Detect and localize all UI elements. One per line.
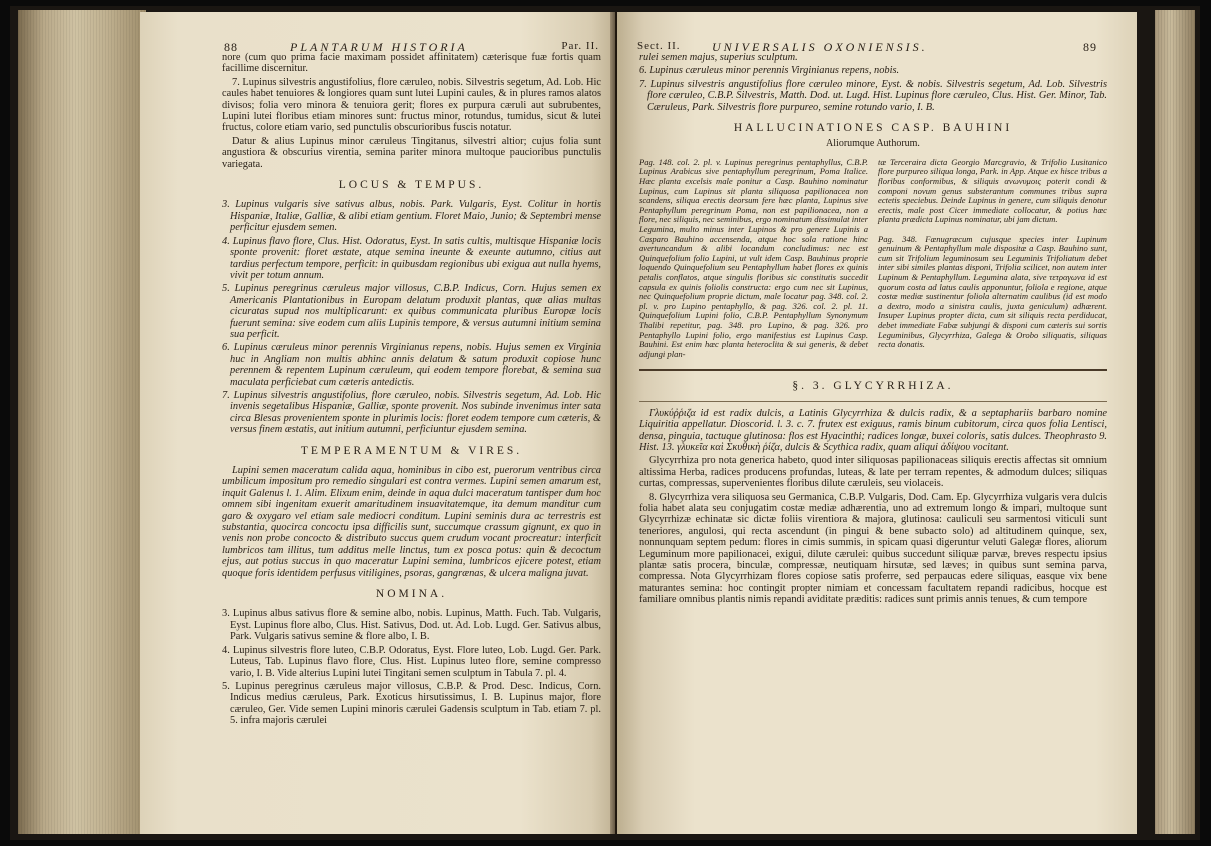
page-number: 89 bbox=[1083, 40, 1097, 54]
list-item: 3. Lupinus albus sativus flore & semine albo, nobis. Lupinus, Matth. Fuch. Tab. Vulgaris, Eyst. Lupinus flore albo, Clus. Hist. Sativus, Dod. ut. Ad. Lob. Lugd. Ger. Sativus albus, Park. Vulgaris sativus semine & flore albo, I. B. bbox=[222, 608, 601, 643]
divider bbox=[639, 401, 1107, 402]
intro-paragraph: nore (cum quo prima facie maximam possidet affinitatem) cæterisque fuæ fortis quam facillime discernitur. bbox=[222, 52, 601, 75]
entry-paragraph: Datur & alius Lupinus minor cæruleus Tingitanus, silvestri altior; cujus folia sunt angustiora & obscurius virentia, semina pariter minora multoque paucioribus punctulis variegata. bbox=[222, 135, 601, 170]
running-title: PLANTARUM HISTORIA bbox=[290, 40, 468, 54]
body-paragraph: 8. Glycyrrhiza vera siliquosa seu Germanica, C.B.P. Vulgaris, Dod. Cam. Ep. Glycyrrhiza vulgaris vera dulcis folia habet alata seu conjugatim costæ mediæ adhærentia, uno ad extremum longo & impari, multoque sunt Glycyrrhizæ echinatæ sic dictæ foliis virentiora & majora, glutinosa: cauliculi seu sarmentosi viticuli sunt teneriores, angulosi, qui recta ascendunt (in pingui & bene subacto solo) ad altitudinem quinque, sex, nonnunquam septem pedum: flores in cimis summis, in spicam quasi digeruntur veluti Galegæ flores, aliorum Leguminum more papilionacei, exigui, dilute cærulei: quibus succedunt siliquæ parvæ, breves respectu ipsius plantæ satis procera, binculæ, compressæ, neutiquam hirsutæ, sed læves; in quibus sunt semina parva, compressa. Nota Glycyrrhizam flores copiose satis proferre, sed perpaucas edere siliquas, easque vix bene maturantes semina: hoc contingit propter nimiam et concessam facultatem repandi radicibus, hocque est familiare omnibus plantis nimis repandi aviditate præditis: radices sunt primis annis tenues, & cum tempore bbox=[639, 491, 1107, 606]
list-item: 6. Lupinus cæruleus minor perennis Virginianus repens, nobis. bbox=[639, 65, 900, 77]
part-label: Par. II. bbox=[561, 40, 599, 52]
body-paragraph: Glycyrrhiza pro nota generica habeto, quod inter siliquosas papilionaceas siliquis erectis affectas sit omnium altissima Herba, radices producens profundas, luteas, & late per terram repentes, & admodum dulces; siliquas curtas, compressas, supervenientes floribus dilute cæruleis, seu violaceis. bbox=[639, 455, 1107, 490]
running-title: UNIVERSALIS OXONIENSIS. bbox=[712, 40, 928, 54]
list-item: 5. Lupinus peregrinus cæruleus major villosus, C.B.P. Indicus, Corn. Hujus semen ex Americanis Plantationibus in Europam delatum produxit plantas, quæ alias multas cicuratas supud nos multiplicarunt: ex quibus communicata pluribus Europæ locis fuerunt semina: sive eodem cum aliis Lupinis tempore, & versus autumni initium semina sua perficit. bbox=[222, 283, 601, 340]
column-right: tæ Terceraira dicta Georgio Marcgravio, & Trifolio Lusitanico flore purpureo siliqua longa, Park. in App. Atque ex hisce tribus a floribus conformibus, & siliquis ανωνυμοις poterit condi & componi novum genus substerantum communes tribus supra ectetis speciebus. Deinde Lupinus in genere, cum siliquis denotur erectis, male post Cicer immediate collocatur, & potius hæc planta prædicta Lupinus nominatur, ubi jam dictum. Pag. 348. Fænugræcum cujusque species inter Lupinum genuinum & Pentaphyllum male dispositæ a Casp. Bauhino sunt, cum sit Trifolium leguminosum seu Leguminis Trifoliatum debet inter sibi similes plantas disponi, Trifolia scilicet, non autem inter Lupinum & Pentaphyllum. Legumina alata, sive τετραγωνα id est quorum costa ad latus caulis apponuntur, foliola e regione, atque costæ mediæ sustinentur foliola alternatim caulibus (id est modo a dextro, modo a sinistra caulis, juxta geniculum) adhærent. Insuper Lupinus propter dicta, cum sit siliquis recta perdiducat, debet immediate Fabæ subjungi & disponi cum cæteris sui sortis Leguminibus, Glycyrrhiza, Galega & Orobo siliquatis, siliquas recta donatis. bbox=[878, 156, 1107, 350]
left-text-block bbox=[222, 52, 601, 729]
right-text-block bbox=[639, 52, 1107, 608]
section-heading: NOMINA. bbox=[375, 588, 448, 601]
page-edges-right bbox=[1155, 10, 1195, 834]
list-item: 4. Lupinus silvestris flore luteo, C.B.P. Odoratus, Eyst. Flore luteo, Lob. Lugd. Ger. Park. Luteus, Tab. Lupinus flavo flore, Clus. Hist. Lupinus luteo flore, semine compresso vario, I. B. Vide alterius Lupini lutei Tingitani semen sculptum in Tabula 7. pl. 4. bbox=[222, 644, 601, 679]
section-heading: §. 3. GLYCYRRHIZA. bbox=[792, 380, 954, 393]
page-number: 88 bbox=[224, 40, 238, 54]
list-item: 7. Lupinus silvestris angustifolius flore cæruleo minore, Eyst. & nobis. Silvestris segetum, Ad. Lob. Silvestris flore cæruleo, C.B.P. Silvestris, Matth. Dod. ut. Lugd. Hist. Lupinus flore cæruleo, Clus. Hist. Ger. Minor, Tab. Cæruleus, Park. Silvestris flore purpureo, semine rotundo vario, I. B. bbox=[639, 78, 1107, 113]
list-item: 3. Lupinus vulgaris sive sativus albus, nobis. Park. Vulgaris, Eyst. Colitur in hortis Hispaniæ, Italiæ, Galliæ, & alibi etiam gentium. Floret Maio, Junio; & Septembri mense perficitur ejusdem semen. bbox=[222, 199, 601, 234]
list-item: 6. Lupinus cæruleus minor perennis Virginianus repens, nobis. Hujus semen ex Virginia huc in Angliam non multis abhinc annis delatum & satum produxit copiose hunc perennem & repentem Lupinum cæruleum, qui eodem tempore florebat, & semina sua maculata perficiebat cum cæteris antedictis. bbox=[222, 342, 601, 388]
section-heading: LOCUS & TEMPUS. bbox=[338, 179, 485, 192]
divider bbox=[639, 369, 1107, 371]
section-heading: TEMPERAMENTUM & VIRES. bbox=[300, 444, 523, 457]
list-item: 5. Lupinus peregrinus cæruleus major villosus, C.B.P. & Prod. Desc. Indicus, Corn. Indicus medius cæruleus, Park. Exoticus hirsutissimus, I. B. Lupinus major, flore cæruleo, Ger. Vide semen Lupini minoris cærulei Gadensis sculptum in Tab. etiam 7. pl. 5. infra majoris cærulei bbox=[222, 680, 601, 727]
section-label: Sect. II. bbox=[637, 40, 681, 52]
list-item: rulei semen majus, superius sculptum. bbox=[639, 52, 798, 63]
entry-paragraph: 7. Lupinus silvestris angustifolius, flore cæruleo, nobis. Silvestris segetum, Ad. Lob. Hic caules habet tenuiores & longiores quam sunt lutei Lupini caules, & in plures ramos alatos divisos; folia vero minora & tenuiora gerit; flores ex purpura cæruli aut subrubentes, Lupini lutei floribus etiam minores sunt: fructus minor, rotundus, tumidus, sicut & lutei fructus, colore etiam vario, sed punctulis obscurioribus fuscis notatur. bbox=[222, 76, 601, 134]
section-heading: HALLUCINATIONES CASP. BAUHINI bbox=[733, 122, 1013, 135]
two-column-block bbox=[639, 158, 1107, 359]
page-edges-left bbox=[18, 10, 146, 834]
column-left: Pag. 148. col. 2. pl. v. Lupinus peregrinus pentaphyllus, C.B.P. Lupinus Arabicus sive pentaphyllum peregrinum, Poma Italice. Hæc planta excelsis male ponitur a Casp. Bauhino nominatur Lupinus, cum Lupinus sit planta siliquosa papilionacea non scandens, siliqua erectis deorsum fere hæc planta, Lupinus sive Pentaphyllum peregrinum Poma, non est papilionacea, non a flore, nec siliquis, nec seminibus, ergo nominatum dissimulat inter Legumina, multo minus inter Lupinos & pro genere Lupinis a Casparo Bauhino accensenda, atque hoc sola ratione hinc avertuncandum & alibi locandum concludimus: nec est Quinquefolium folio Lupini, ut vult idem Casp. Bauhinus proprie loquendo Quinquefolium seu Pentaphyllum habet flores ex quinis petalis conflatos, atque singulis floribus sic constitutis succedit capsula ex quinis foliolis constructa: ergo cum nec sit Lupinus, nec Quinquefolium proprie dictum, male locatur pag. 348. col. 2. pl. v. pro Lupino pentaphyllo, & pag. 326. col. 2. pl. 11. Quinquefolium Lupini folio, C.B.P. Pentaphyllum Synonymum Thalibi repetitur, pag. 348. pro Lupino, & pag. 326. pro Pentaphyllo Lupini folio, ergo manifestius est Lupinus Casp. Bauhini. Est enim hæc planta heteroclita & sui generis, & debet adjungi plan- bbox=[639, 156, 868, 359]
list-item: 7. Lupinus silvestris angustifolius, flore cæruleo, nobis. Silvestris segetum, Ad. Lob. Hic invenis segetalibus Hispaniæ, Galliæ, sponte provenit. Nos subinde invenimus inter sata circa Blesas provenientem sponte in plurimis locis: floret eodem tempore cum cæteris, & versus finem æstatis, aut initium autumni, perficiuntur ejusdem semina. bbox=[222, 389, 601, 436]
section-subheading: Aliorumque Authorum. bbox=[826, 138, 920, 150]
body-paragraph: Γλυκύῤῥιζα id est radix dulcis, a Latinis Glycyrrhiza & dulcis radix, & a septaphariis barbaro nomine Liquiritia appellatur. Dioscorid. l. 3. c. 7. frutex est exiguus, ramis binum cubitorum, circa quos folia Lentisci, densa, pinguia, tactuque glutinosa: flos est Hyacinthi; radices longæ, buxei coloris, satis dulces. Theophrasto 9. Hist. 13. γλυκεῖα καὶ Σκυθικὴ ῥίζα, dulcis & Scythica radix, quam aliqui ἀδίψου vocitant. bbox=[639, 407, 1107, 453]
list-item: 4. Lupinus flavo flore, Clus. Hist. Odoratus, Eyst. In satis cultis, multisque Hispaniæ locis sponte provenit: floret æstate, atque semina ineunte & exeunte autumno, citius aut tardius perfectum tempore, perficit: in quibusdam regionibus ubi exigua aut nulla hyems, vivit per totum annum. bbox=[222, 235, 601, 281]
left-page bbox=[140, 12, 615, 834]
body-paragraph: Lupini semen maceratum calida aqua, hominibus in cibo est, puerorum ventribus circa umbilicum impositum pro remedio singulari est contra vermes. Lupini semen amarum est, inquit Galenus l. 1. Alim. Elixum enim, deinde in aqua dulci maceratum tantisper dum hoc omnem sibi ingenitam exuerit amaritudinem insuavitatemque, ita demum manditur cum garo & oxygaro vel etiam sale mediocri conditum. Lupini seminis dura ac terrestris est substantia, quocirca concoctu ipsa difficilis sunt, succumque crassum gignunt, ex quo in venis non probe concocto & distributo succus quem crudum vocant procreatur: interficit lumbricos tam illitus, tum additus melle linctus, tum ex posca potus: quin & decoctum ejus, aut potius succus in quo maceratur Lupini semina, lumbricos ejicere potest, etiam quoque foris identidem perfusus vitiligines, psoras, gangrænas, & ulcera maligna juvat. bbox=[222, 465, 601, 579]
right-page bbox=[617, 12, 1137, 834]
